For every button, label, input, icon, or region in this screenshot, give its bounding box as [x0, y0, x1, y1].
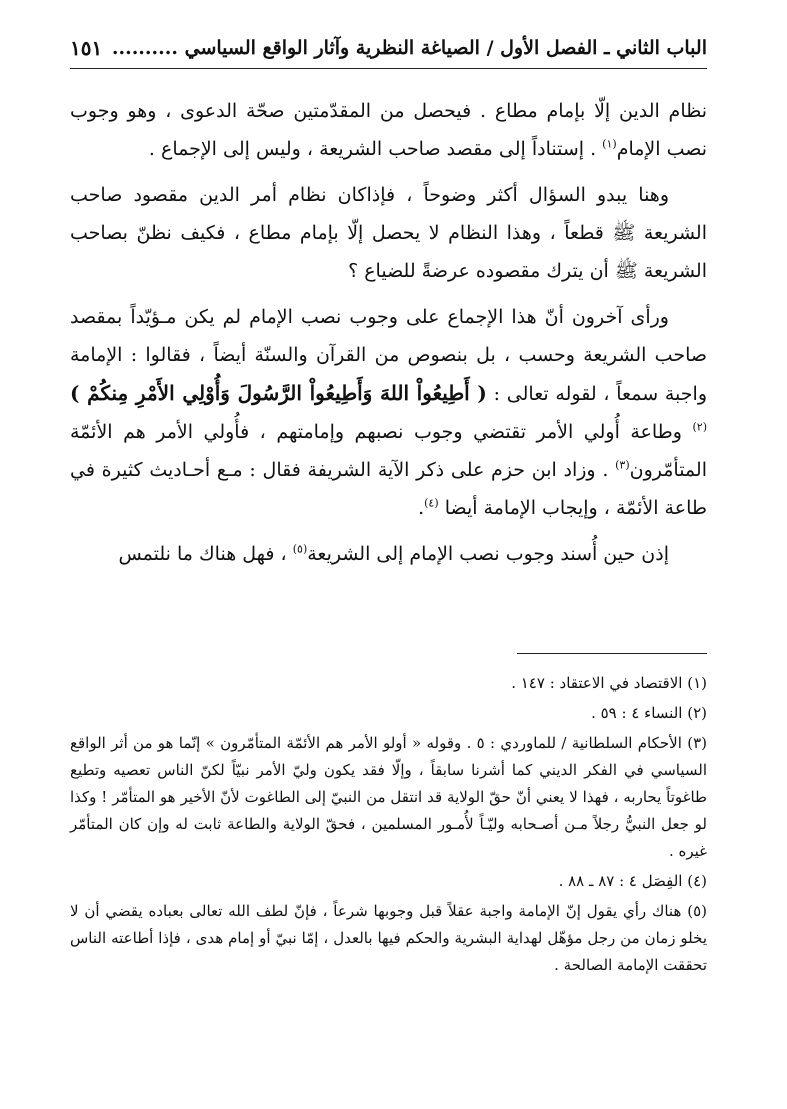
quran-verse: ( أَطِيعُواْ اللهَ وَأَطِيعُواْ الرَّسُولَ وَأُوْلِي الأَمْرِ مِنكُمْ ) [70, 381, 487, 405]
footnote-ref: (٥) [292, 542, 308, 556]
footnote-text: الاقتصاد في الاعتقاد : ١٤٧ . [511, 674, 683, 692]
header-title: الباب الثاني ـ الفصل الأول / الصياغة النظرية وآثار الواقع السياسي .......... [111, 37, 707, 59]
paragraph-text: وهنا يبدو السؤال أكثر وضوحاً ، فإذاكان نظام أمر الدين مقصود صاحب الشريعة ﷺ قطعاً ، وهذا النظام لا يحصل إلّا بإمام مطاع ، فكيف نظنّ بصاحب الشريعة ﷺ أن يترك مقصوده عرضةً للضياع ؟ [70, 184, 707, 282]
page-number: ١٥١ [70, 36, 103, 60]
paragraph-text: وطاعة أُولي الأمر تقتضي وجوب نصبهم وإمامتهم ، فأُولي الأمر هم الأئمّة المتأمّرون [70, 421, 707, 481]
footnote-number: (١) [687, 674, 707, 692]
paragraph-text: إذن حين أُسند وجوب نصب الإمام إلى الشريعة [307, 543, 669, 565]
footnote-text: الفِصَل ٤ : ٨٧ ـ ٨٨ . [558, 872, 683, 890]
main-text [70, 92, 707, 581]
paragraph-text: ورأى آخرون أنّ هذا الإجماع على وجوب نصب الإمام لم يكن مـؤيّداً بمقصد صاحب الشريعة وحسب ، بل بنصوص من القرآن والسنّة أيضاً ، فقالوا : الإمامة واجبة سمعاً ، لقوله تعالى : [70, 306, 707, 405]
footnote-number: (٢) [687, 704, 707, 722]
footnote [70, 898, 707, 979]
paragraph [70, 535, 707, 573]
footnote [70, 868, 707, 895]
footnote [70, 670, 707, 697]
paragraph-text: ، فهل هناك ما نلتمس [118, 543, 287, 565]
footnote-text: هناك رأي يقول إنّ الإمامة واجبة عقلاً قبل وجوبها شرعاً ، فإنّ لطف الله تعالى بعباده يقضي أن لا يخلو زمان من رجل مؤهّل لهداية البشرية والحكم فيها بالعدل ، إمّا نبيّ أو إمام هدى ، فإذا أطاعته الناس تحققت الإمامة الصالحة . [70, 902, 707, 974]
footnote-text: الأحكام السلطانية / للماوردي : ٥ . وقوله « أولو الأمر هم الأئمّة المتأمّرون » إنّما هو من أثر الواقع السياسي في الفكر الديني كما أشرنا سابقاً ، وإلّا فقد يكون وليّ الأمر نبيّاً لكنّ الناس تعصيه وتطيع طاغوتاً يحاربه ، فهذا لا يعني أنّ حقّ الولاية قد انتقل من النبيّ إلى الطاغوت لأنّ الأخير هو المتأمّر ! وكذا لو جعل النبيُّ رجلاً مـن أصـحابه وليّـاً لأُمـور المسلمين ، فحقّ الولاية والطاعة ثابت له وإن كان المتأمّر غيره . [70, 734, 707, 860]
footnote-number: (٣) [687, 734, 707, 752]
running-header [70, 28, 707, 69]
footnote [70, 730, 707, 865]
footnote-ref: (١) [602, 137, 617, 151]
paragraph-text: . [418, 497, 425, 519]
paragraph-text: . إستناداً إلى مقصد صاحب الشريعة ، وليس إلى الإجماع . [148, 138, 597, 160]
paragraph-text: نظام الدين إلّا بإمام مطاع . فيحصل من المقدّمتين صحّة الدعوى ، وهو وجوب نصب الإمام [70, 100, 707, 160]
footnote-ref: (٣) [615, 458, 630, 472]
footnote-number: (٥) [687, 902, 707, 920]
footnote-text: النساء ٤ : ٥٩ . [591, 704, 683, 722]
paragraph [70, 298, 707, 527]
paragraph [70, 176, 707, 290]
footnote-ref: (٢) [692, 420, 707, 434]
footnotes [70, 670, 707, 982]
footnote-number: (٤) [687, 872, 707, 890]
footnote [70, 700, 707, 727]
paragraph [70, 92, 707, 168]
footnote-ref: (٤) [424, 496, 439, 510]
footnote-divider [517, 653, 707, 654]
paragraph-text: . وزاد ابن حزم على ذكر الآية الشريفة فقال : مـع أحـاديث كثيرة في طاعة الأئمّة ، وإيجاب الإمامة أيضا [70, 459, 707, 519]
